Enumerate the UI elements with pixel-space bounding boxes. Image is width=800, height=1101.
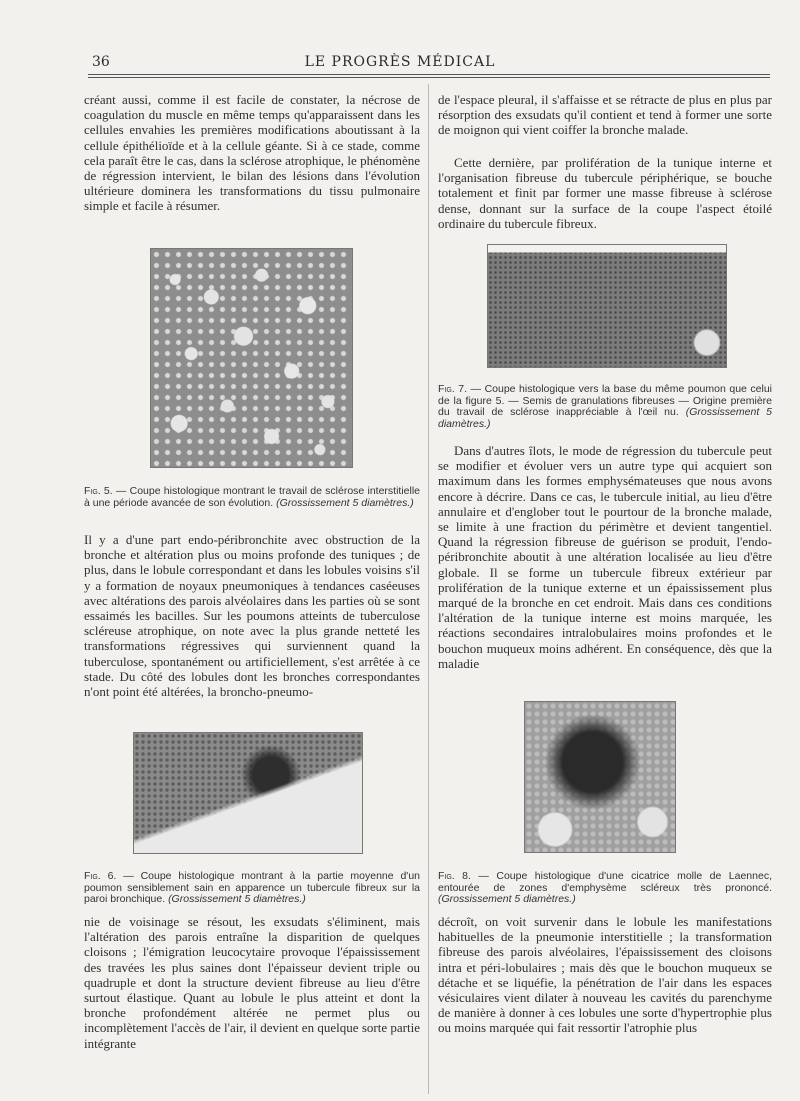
figure-5-caption [84, 486, 420, 509]
figure-6-magnification: (Grossissement 5 diamètres.) [168, 893, 306, 905]
figure-7-label: Fig. 7. [438, 383, 468, 395]
figure-7-caption [438, 384, 772, 430]
right-paragraph-4: décroît, on voit survenir dans le lobule les manifestations habituelles de la pneumonie interstitielle ; la transformation fibreuse des parois alvéolaires, l'épaississement des cloisons intra et péri-lobulaires ; mais dès que le bouchon muqueux se détache et se liquéfie, la pénétration de l'air dans les espaces vésiculaires vient dilater à nouveau les cavités du parenchyme de manière à donner à ces lobules une sorte d'hypertrophie plus ou moins marquée qui fait ressortir l'atrophie plus [438, 914, 772, 1036]
figure-6-micrograph [133, 732, 363, 854]
left-paragraph-2: Il y a d'une part endo-péribronchite avec obstruction de la bronche et altération plus ou moins profonde des tuniques ; de plus, dans le lobule correspondant et dans les lobules voisins s'il y a formation de noyaux pneumoniques à tendances caséeuses avec altérations des parois alvéolaires dans les parties où se sont essaimés les bacilles. Sur les poumons atteints de tuberculose scléreuse atrophique, on note avec la plus grande netteté les transformations régressives qui surviennent quand la tuberculose, spontanément ou artificiellement, s'est arrêtée à ce stade. Du côté des lobules dont les bronches correspondantes n'ont point été altérées, la broncho-pneumo- [84, 532, 420, 700]
left-paragraph-1: créant aussi, comme il est facile de constater, la nécrose de coagulation du muscle en même temps qu'apparaissent dans les cellules envahies les premières modifications aboutissant à la cellule épithélioïde et à la cellule géante. Si à ce stade, comme cela paraît être le cas, dans la sclérose atrophique, le phénomène de régression intervient, le bilan des lésions dans l'évolution ultérieure dominera les transformations du tissu pulmonaire simple et facile à résumer. [84, 92, 420, 214]
figure-5-micrograph [150, 248, 353, 468]
header-rule-double [88, 77, 770, 78]
figure-7-magnification: (Grossissement 5 diamètres.) [438, 406, 773, 430]
right-paragraph-1: de l'espace pleural, il s'affaisse et se rétracte de plus en plus par résorption des exsudats qu'il contient et tend à former une sorte de moignon qui vient coiffer la bronche malade. [438, 92, 772, 138]
figure-7-micrograph [487, 244, 727, 368]
figure-5-magnification: (Grossissement 5 diamètres.) [276, 496, 414, 509]
right-paragraph-2: Cette dernière, par prolifération de la tunique interne et l'organisation fibreuse du tubercule périphérique, se bouche totalement et finit par former une masse fibreuse à sclérose dense, donnant sur la surface de la coupe l'aspect étoilé ordinaire du tubercule fibreux. [438, 155, 772, 231]
figure-6-caption [84, 871, 420, 906]
figure-6-text: — Coupe histologique montrant à la partie moyenne d'un poumon sensiblement sain en apparence un tubercule fibreux sur la paroi bronchique. [84, 870, 420, 905]
figure-5-text: — Coupe histologique montrant le travail de sclérose interstitielle à une période avancée de son évolution. [84, 485, 421, 509]
page-number: 36 [92, 54, 110, 70]
left-paragraph-3: nie de voisinage se résout, les exsudats s'éliminent, mais l'altération des parois entraîne la disparition de quelques cloisons ; l'émigration leucocytaire provoque l'épaississement des travées les plus saines dont l'épaisseur devient triple ou quadruple et dont la structure devient fibreuse au lieu d'être surtout élastique. Quant au lobule le plus atteint et dont la bronche profondément altérée ne permet plus ou incomplètement l'accès de l'air, il devient en quelque sorte partie intégrante [84, 914, 420, 1051]
column-divider [428, 84, 429, 1094]
figure-8-magnification: (Grossissement 5 diamètres.) [438, 893, 576, 905]
figure-8-text: — Coupe histologique d'une cicatrice molle de Laennec, entourée de zones d'emphysème scléreux très prononcé. [438, 870, 772, 894]
figure-6-label: Fig. 6. [84, 870, 117, 882]
right-paragraph-3: Dans d'autres îlots, le mode de régression du tubercule peut se modifier et évoluer vers un autre type qui acquiert son maximum dans les formes emphysémateuses que nous avons encore à décrire. Dans ce cas, le tubercule initial, au lieu d'être annulaire et d'englober tout le pourtour de la bronche malade, se limite à une fraction du périmètre et devient tangentiel. Quand la régression fibreuse de guérison se produit, l'endo-péribronchite aboutit à une altération localisée au lieu d'être globale. Il se forme un tubercule fibreux extérieur par prolifération de la tunique externe et un épaississement plus marqué de la bronche en cet endroit. Mais dans ces conditions l'altération de la tunique interne est moins marquée, les réactions secondaires intralobulaires moins profondes et le bouchon muqueux moins adhérent. En conséquence, dès que la maladie [438, 443, 772, 671]
journal-title: LE PROGRÈS MÉDICAL [304, 54, 496, 70]
figure-8-label: Fig. 8. [438, 870, 471, 882]
header-rule [88, 74, 770, 75]
page-header [0, 54, 800, 76]
figure-8-micrograph [524, 701, 676, 853]
figure-8-caption [438, 871, 772, 906]
figure-7-text: — Coupe histologique vers la base du même poumon que celui de la figure 5. — Semis de granulations fibreuses — Origine première du travail de sclérose inappréciable à l'œil nu. [438, 383, 772, 418]
figure-5-label: Fig. 5. [84, 485, 113, 497]
